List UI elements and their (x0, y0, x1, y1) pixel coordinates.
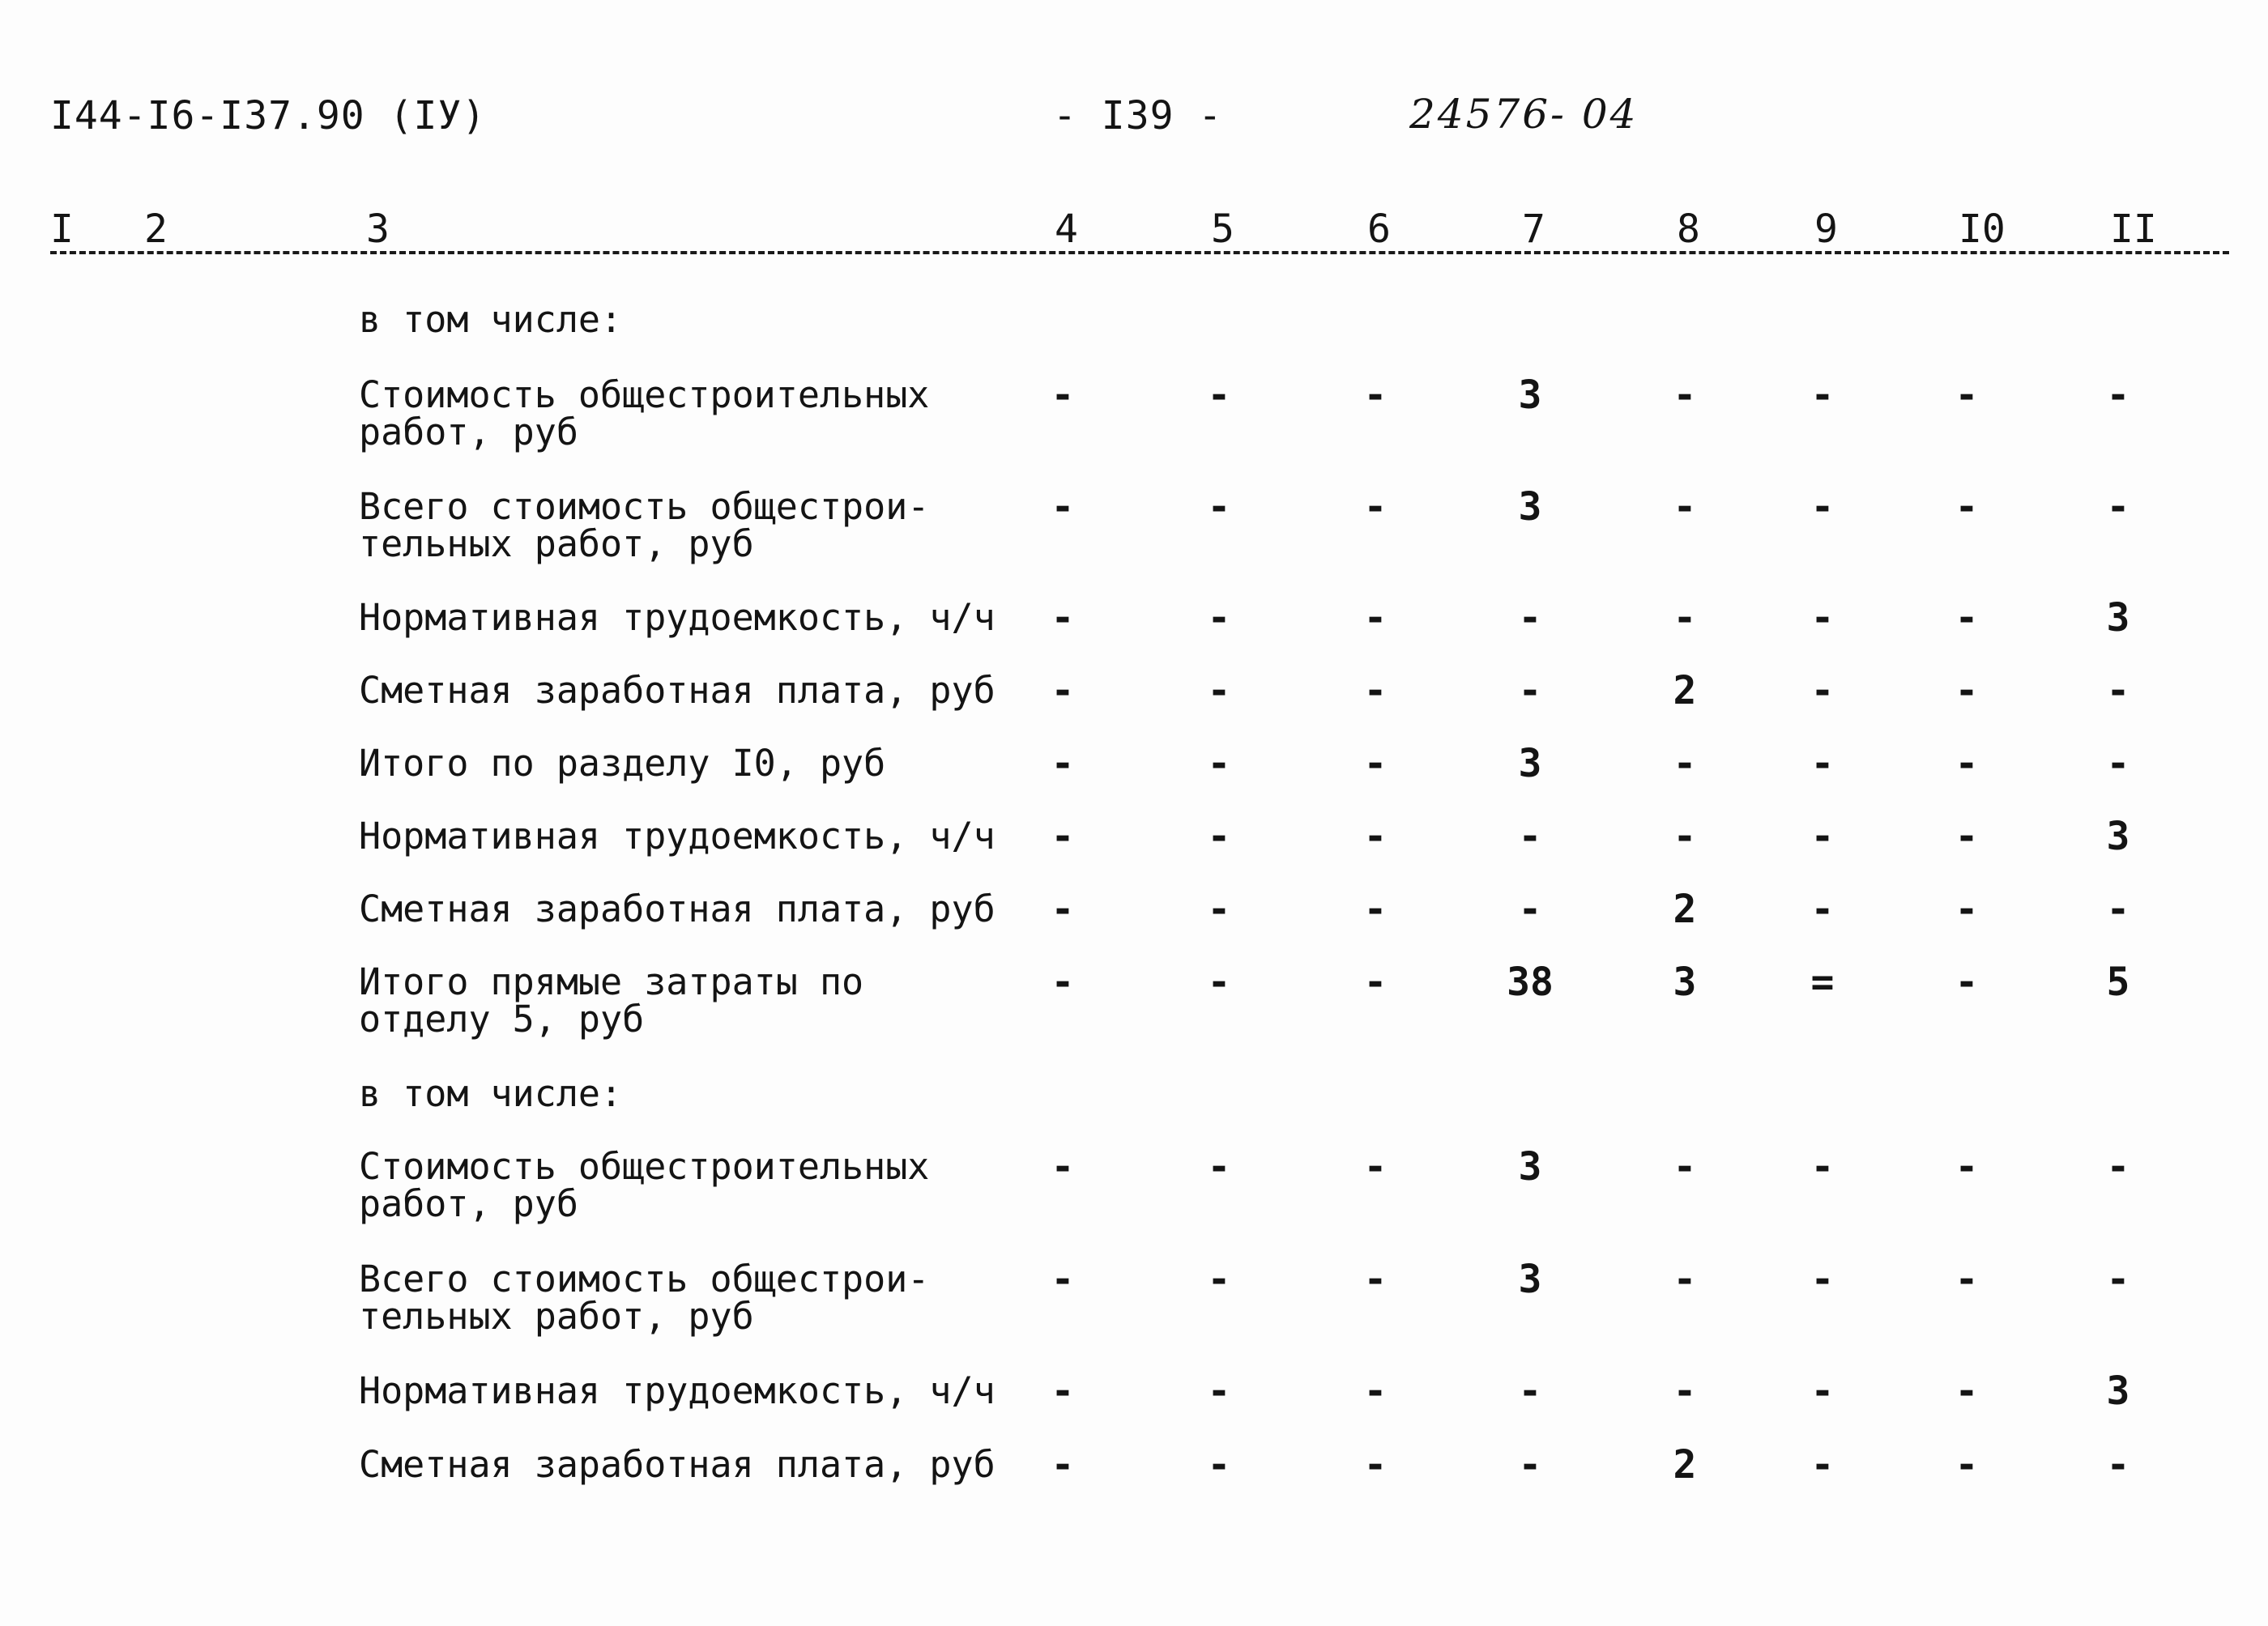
value-cell: - (1363, 595, 1388, 641)
row-label: Сметная заработная плата, руб (359, 1443, 995, 1486)
value-cell: - (1051, 960, 1075, 1005)
row-label: Стоимость общестроительных работ, руб (359, 373, 930, 453)
value-cell: - (1051, 595, 1075, 641)
value-cell: - (1051, 484, 1075, 530)
value-cell: - (1955, 1442, 1979, 1488)
value-cell: - (1673, 741, 1697, 786)
row-label: в том числе: (359, 298, 623, 341)
value-cell: - (1051, 372, 1075, 418)
value-cell: - (1810, 595, 1835, 641)
value-cell: - (1363, 960, 1388, 1005)
row-label: Сметная заработная плата, руб (359, 887, 995, 930)
value-cell: - (1518, 668, 1542, 713)
row-label: Всего стоимость общестрои- тельных работ, руб (359, 485, 930, 565)
value-cell: = (1810, 960, 1835, 1005)
value-cell: - (1207, 1442, 1231, 1488)
value-cell: - (1363, 1257, 1388, 1302)
row-label: Стоимость общестроительных работ, руб (359, 1145, 930, 1225)
document-code: I44-I6-I37.90 (IУ) (50, 93, 487, 138)
value-cell: 2 (1673, 887, 1697, 932)
value-cell: - (1518, 814, 1542, 859)
value-cell: 3 (1518, 1144, 1542, 1190)
value-cell: - (1518, 1442, 1542, 1488)
table-row (0, 1072, 2268, 1148)
value-cell: - (1363, 887, 1388, 932)
table-row (0, 960, 2268, 1041)
table-row (0, 298, 2268, 374)
table-row (0, 1257, 2268, 1338)
row-label: Нормативная трудоемкость, ч/ч (359, 596, 995, 639)
value-cell: - (1207, 960, 1231, 1005)
row-label: Сметная заработная плата, руб (359, 669, 995, 712)
value-cell: - (1207, 372, 1231, 418)
value-cell: - (1051, 668, 1075, 713)
value-cell: 3 (1518, 372, 1542, 418)
value-cell: - (1207, 1144, 1231, 1190)
column-number: 2 (144, 206, 168, 252)
table-row (0, 595, 2268, 672)
value-cell: - (2106, 668, 2130, 713)
handwritten-note: 24576- 04 (1409, 91, 1639, 138)
row-label: Нормативная трудоемкость, ч/ч (359, 1369, 995, 1412)
table-row (0, 1368, 2268, 1445)
value-cell: - (1955, 372, 1979, 418)
value-cell: - (1207, 484, 1231, 530)
value-cell: - (1051, 1368, 1075, 1414)
column-number: II (2110, 206, 2157, 252)
row-label: Всего стоимость общестрои- тельных работ, руб (359, 1258, 930, 1338)
value-cell: - (1810, 372, 1835, 418)
table-row (0, 668, 2268, 745)
value-cell: - (1673, 1257, 1697, 1302)
column-number: 7 (1522, 206, 1545, 252)
value-cell: - (1051, 741, 1075, 786)
value-cell: - (1673, 484, 1697, 530)
value-cell: - (1955, 595, 1979, 641)
value-cell: - (1363, 484, 1388, 530)
table-row (0, 1442, 2268, 1519)
row-label: Итого прямые затраты по отделу 5, руб (359, 960, 864, 1041)
value-cell: - (1051, 1144, 1075, 1190)
value-cell: - (1518, 887, 1542, 932)
row-label: Нормативная трудоемкость, ч/ч (359, 815, 995, 858)
row-label: Итого по разделу I0, руб (359, 742, 886, 785)
column-number: I0 (1959, 206, 2006, 252)
column-number: 6 (1367, 206, 1391, 252)
value-cell: - (1363, 814, 1388, 859)
value-cell: - (1207, 595, 1231, 641)
value-cell: - (1673, 595, 1697, 641)
column-number: 9 (1814, 206, 1838, 252)
value-cell: - (1955, 814, 1979, 859)
value-cell: - (1673, 814, 1697, 859)
table-row (0, 741, 2268, 818)
value-cell: - (1207, 668, 1231, 713)
value-cell: - (1673, 1368, 1697, 1414)
value-cell: 3 (1673, 960, 1697, 1005)
value-cell: - (1810, 814, 1835, 859)
value-cell: - (1810, 887, 1835, 932)
value-cell: - (1673, 372, 1697, 418)
value-cell: - (1051, 1257, 1075, 1302)
value-cell: - (1363, 741, 1388, 786)
value-cell: - (1207, 1257, 1231, 1302)
value-cell: - (1955, 1368, 1979, 1414)
column-number: 8 (1677, 206, 1700, 252)
value-cell: - (1051, 1442, 1075, 1488)
value-cell: - (1810, 741, 1835, 786)
value-cell: 3 (2106, 595, 2130, 641)
value-cell: 3 (1518, 484, 1542, 530)
value-cell: 3 (2106, 1368, 2130, 1414)
value-cell: - (1673, 1144, 1697, 1190)
value-cell: - (2106, 741, 2130, 786)
value-cell: - (1518, 595, 1542, 641)
column-number: 3 (366, 206, 390, 252)
value-cell: - (1810, 484, 1835, 530)
column-number: 5 (1211, 206, 1234, 252)
value-cell: - (1810, 1144, 1835, 1190)
row-label: в том числе: (359, 1072, 623, 1115)
value-cell: - (1207, 741, 1231, 786)
value-cell: - (1810, 1442, 1835, 1488)
value-cell: - (2106, 887, 2130, 932)
value-cell: 5 (2106, 960, 2130, 1005)
table-row (0, 372, 2268, 453)
value-cell: - (1518, 1368, 1542, 1414)
table-row (0, 814, 2268, 891)
value-cell: - (1810, 668, 1835, 713)
value-cell: - (1955, 887, 1979, 932)
value-cell: - (1810, 1257, 1835, 1302)
value-cell: - (2106, 1144, 2130, 1190)
value-cell: 3 (1518, 1257, 1542, 1302)
value-cell: - (1363, 1144, 1388, 1190)
value-cell: - (1955, 1144, 1979, 1190)
value-cell: - (1955, 960, 1979, 1005)
value-cell: - (1363, 668, 1388, 713)
value-cell: 2 (1673, 668, 1697, 713)
value-cell: - (2106, 1442, 2130, 1488)
table-row (0, 484, 2268, 565)
page-number: - I39 - (1053, 93, 1223, 138)
value-cell: - (1955, 484, 1979, 530)
value-cell: - (1207, 1368, 1231, 1414)
value-cell: 38 (1507, 960, 1554, 1005)
value-cell: - (1810, 1368, 1835, 1414)
value-cell: - (2106, 484, 2130, 530)
value-cell: 3 (2106, 814, 2130, 859)
value-cell: - (2106, 372, 2130, 418)
column-number: 4 (1055, 206, 1078, 252)
column-number: I (50, 206, 74, 252)
value-cell: - (1207, 887, 1231, 932)
value-cell: - (1207, 814, 1231, 859)
value-cell: - (1363, 1442, 1388, 1488)
value-cell: - (1955, 1257, 1979, 1302)
value-cell: 3 (1518, 741, 1542, 786)
table-row (0, 1144, 2268, 1225)
value-cell: - (1363, 372, 1388, 418)
value-cell: - (1363, 1368, 1388, 1414)
header-rule (50, 251, 2229, 254)
value-cell: 2 (1673, 1442, 1697, 1488)
value-cell: - (1051, 814, 1075, 859)
value-cell: - (1955, 668, 1979, 713)
value-cell: - (2106, 1257, 2130, 1302)
table-row (0, 887, 2268, 964)
value-cell: - (1955, 741, 1979, 786)
value-cell: - (1051, 887, 1075, 932)
